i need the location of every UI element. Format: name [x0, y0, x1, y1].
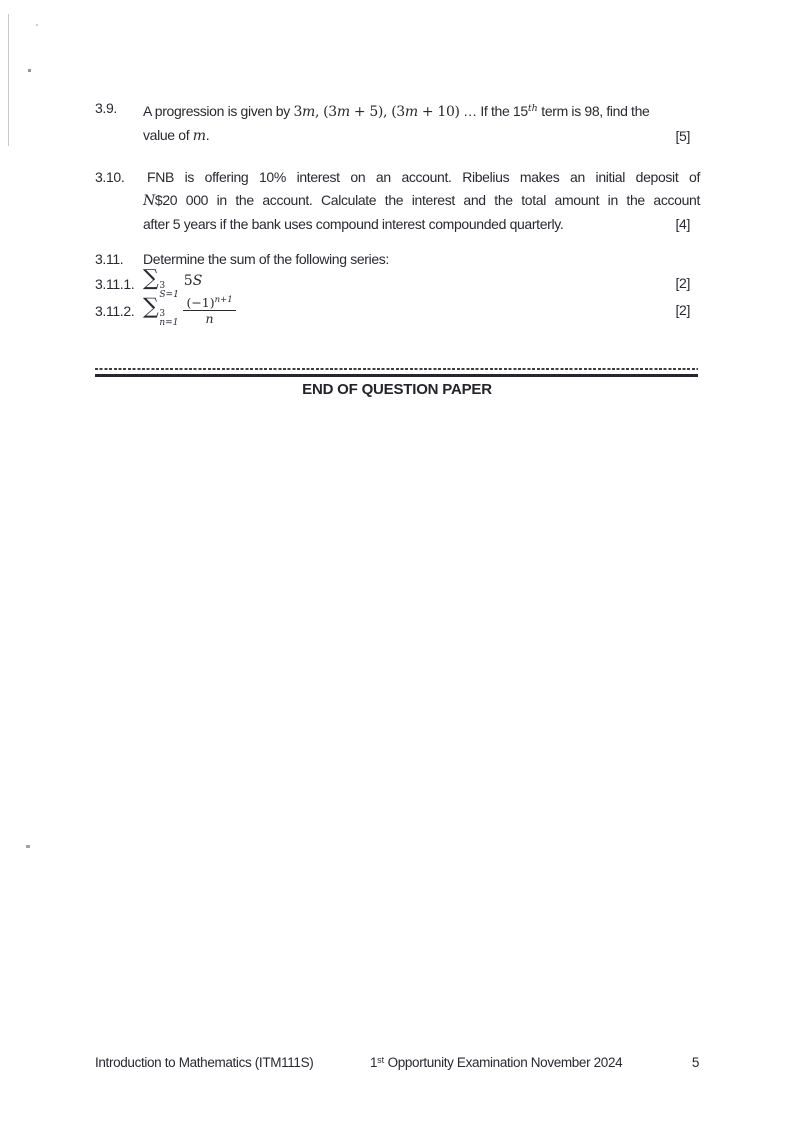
text-run: $20 000 in the account. Calculate the interest and the total amount in the account	[154, 192, 700, 208]
sigma-symbol: ∑	[143, 266, 159, 291]
question-3-10-line-1: FNB is offering 10% interest on an account. Ribelius makes an initial deposit of	[147, 169, 700, 185]
text-run: 1	[370, 1055, 378, 1070]
text-run: A progression is given by	[143, 103, 294, 119]
math-run: m	[404, 104, 418, 120]
scan-artifact-speck	[26, 845, 30, 848]
text-run: Opportunity Examination November 2024	[384, 1055, 623, 1070]
question-3-10	[95, 166, 700, 236]
marks-badge: [5]	[675, 128, 690, 144]
upper-limit: 3	[159, 309, 166, 320]
question-text	[143, 166, 700, 236]
footer-exam-title	[370, 1055, 622, 1070]
question-3-9-line-1	[143, 97, 700, 124]
text-run: value of	[143, 127, 193, 143]
lower-limit: S=1	[159, 290, 179, 300]
math-run: m	[302, 104, 315, 120]
question-3-11-text: Determine the sum of the following series:	[143, 251, 389, 267]
question-text	[143, 248, 700, 271]
math-run: 5	[183, 273, 193, 289]
text-run: … If the 15	[459, 103, 528, 119]
summand	[184, 273, 203, 289]
question-number: 3.11.	[95, 251, 124, 267]
marks-badge: [4]	[675, 216, 690, 232]
question-number: 3.10.	[95, 169, 125, 185]
scan-artifact-speck	[28, 69, 31, 72]
question-text	[143, 97, 700, 148]
text-run: term is 98, find the	[537, 103, 650, 119]
fraction-denominator: n	[205, 311, 214, 327]
fraction-numerator	[183, 294, 235, 311]
scan-artifact-line	[8, 14, 9, 146]
fraction	[183, 294, 235, 325]
marks-badge: [2]	[675, 275, 690, 291]
math-run: + 10)	[417, 104, 460, 120]
summation-expression	[143, 294, 236, 328]
scan-artifact-speck	[36, 24, 38, 26]
ordinal-superscript: st	[377, 1055, 385, 1065]
footer-course-title: Introduction to Mathematics (ITM111S)	[95, 1055, 314, 1070]
end-of-paper-banner: END OF QUESTION PAPER	[302, 381, 492, 398]
math-run: (−1)	[186, 295, 215, 311]
sigma-symbol: ∑	[143, 294, 159, 320]
text-run: .	[205, 127, 210, 143]
question-number: 3.11.1.	[95, 276, 135, 292]
math-run: S	[192, 273, 203, 289]
question-3-11-2	[95, 290, 700, 329]
dashed-divider-line	[95, 368, 698, 370]
math-run: m	[336, 104, 350, 120]
ordinal-superscript: th	[527, 103, 538, 114]
exponent: n+1	[214, 294, 233, 305]
math-run: N	[143, 193, 155, 209]
math-run: 3	[293, 104, 302, 120]
question-3-9	[95, 97, 700, 148]
summation-limits	[159, 310, 178, 328]
question-3-10-line-2	[143, 189, 700, 213]
marks-badge: [2]	[675, 302, 690, 318]
question-3-10-line-3: after 5 years if the bank uses compound interest compounded quarterly.	[143, 216, 564, 232]
math-run: , (3	[314, 104, 337, 120]
question-number: 3.9.	[95, 100, 117, 116]
math-run: + 5), (3	[349, 104, 405, 120]
question-3-9-line-2	[143, 124, 700, 148]
lower-limit: n=1	[159, 318, 179, 329]
footer-page-number: 5	[691, 1055, 699, 1070]
solid-divider-line	[95, 374, 698, 377]
upper-limit: 3	[159, 281, 166, 291]
math-run: m	[192, 128, 206, 144]
question-number: 3.11.2.	[95, 303, 135, 319]
